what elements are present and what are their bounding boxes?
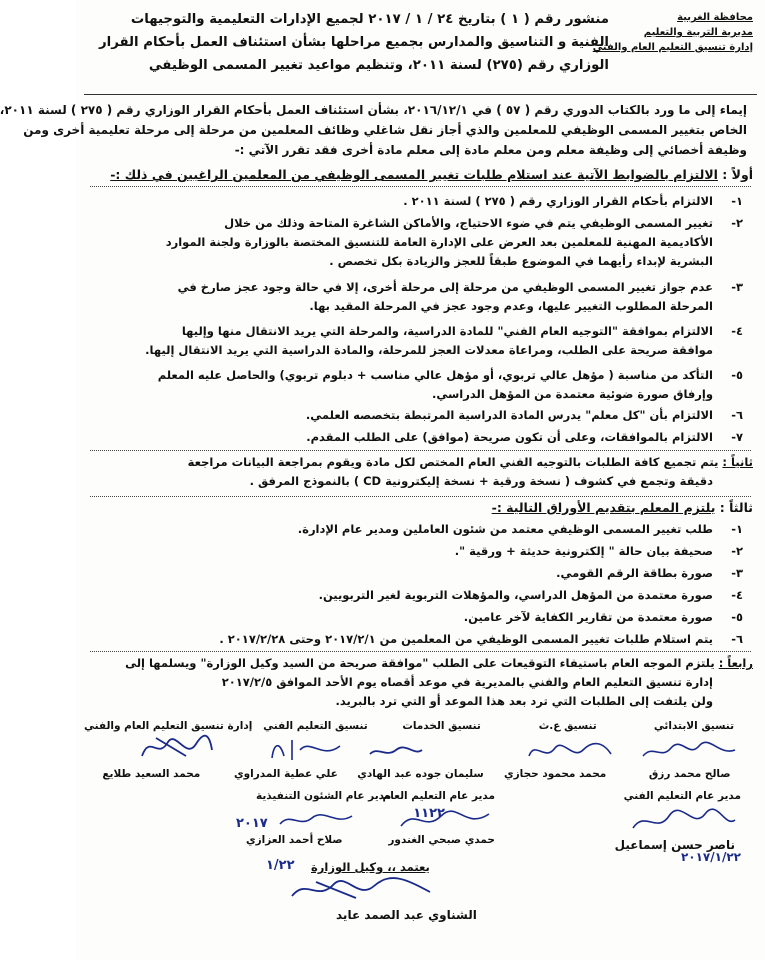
item-number: ٢- (731, 216, 743, 230)
section-divider (90, 651, 751, 652)
item-text: وإرفاق صورة ضوئية معتمدة من المؤهل الدراسي. (431, 387, 713, 401)
section-1-item (90, 192, 743, 211)
section-2-text: دقيقة وتجمع في كشوف ( نسخة ورقية + نسخة إليكترونية CD ) بالنموذج المرفق . (249, 474, 713, 488)
governorate-line: محافظة الغربية (677, 12, 753, 23)
header-divider (84, 94, 757, 95)
director-date-note: ٢٠١٧/١/٢٢ (680, 850, 741, 864)
section-1-title (90, 166, 753, 184)
item-text: الالتزام بموافقة "التوجيه العام الفني" للمادة الدراسية، والمرحلة التي يريد الانتقال منها وإليها (181, 324, 713, 338)
director-title: مدير عام الشئون التنفيذية (256, 790, 392, 802)
section-2-text: يتم تجميع كافة الطلبات بالتوجيه الفني العام المختص لكل مادة ويقوم بمراجعة البيانات مراجعة (187, 455, 719, 469)
item-number: ٤- (731, 588, 743, 602)
section-4-text: ولن يلتفت إلى الطلبات التي ترد بعد هذا الموعد أو التي ترد بالبريد. (335, 694, 713, 708)
item-text: يتم استلام طلبات تغيير المسمى الوظيفي من المعلمين من ٢٠١٧/٢/١ وحتى ٢٠١٧/٢/٢٨ . (219, 632, 713, 646)
item-number: ١- (731, 194, 743, 208)
section-1-item (90, 428, 743, 447)
circular-title-line: الوزاري رقم (٢٧٥) لسنة ٢٠١١، وتنظيم مواعيد تغيير المسمى الوظيفي (148, 58, 609, 73)
signature-mark (266, 736, 346, 764)
circular-title-line: منشور رقم ( ١ ) بتاريخ ٢٤ / ١ / ٢٠١٧ لجميع الإدارات التعليمية والتوجيهات (130, 12, 609, 27)
director-name: صلاح أحمد العزازي (246, 834, 343, 846)
section-3-item (90, 542, 743, 561)
signature-mark (276, 808, 356, 832)
section-3-item (90, 564, 743, 583)
approval-name: الشناوي عبد الصمد عايد (336, 908, 477, 922)
signature-title: إدارة تنسيق التعليم العام والفني (83, 720, 253, 732)
section-1-item (90, 322, 743, 360)
section-3-item (90, 608, 743, 627)
section-3-item (90, 630, 743, 649)
document-header (84, 8, 757, 98)
section-4-text: يلتزم الموجه العام باستيفاء التوقيعات على الطلب "موافقة صريحة من السيد وكيل الوزارة" ويسلمها إلى (125, 656, 715, 670)
section-3-label: ثالثاً : (719, 500, 753, 515)
government-header (592, 10, 753, 55)
signature-mark (629, 806, 739, 836)
section-4-text: إدارة تنسيق التعليم العام والفني بالمديرية في موعد أقصاه يوم الأحد الموافق ٢٠١٧/٢/٥ (221, 675, 713, 689)
section-4-label: رابعاً : (718, 656, 753, 670)
item-number: ٥- (731, 368, 743, 382)
section-1-item (90, 214, 743, 271)
item-text: عدم جواز تغيير المسمى الوظيفي من مرحلة إلى مرحلة أخرى، إلا في حالة وجود عجز صارخ في (177, 280, 713, 294)
director-title: مدير عام التعليم الفني (623, 790, 741, 802)
item-text: طلب تغيير المسمى الوظيفي معتمد من شئون العاملين ومدير عام الإدارة. (297, 522, 713, 536)
section-1-item (90, 278, 743, 316)
approval-date: ١/٢٢ (266, 858, 295, 873)
item-number: ١- (731, 522, 743, 536)
item-text: المرحلة المطلوب التغيير عليها، وعدم وجود عجز في المرحلة المقيد بها. (309, 299, 713, 313)
item-text: الالتزام بأحكام القرار الوزاري رقم ( ٢٧٥ ) لسنة ٢٠١١ . (403, 194, 713, 208)
item-text: الأكاديمية المهنية للمعلمين بعد العرض على الإدارة العامة للتنسيق المختصة بالوزارة ولجنة الموارد (165, 235, 713, 249)
section-1-heading: الالتزام بالضوابط الآتية عند استلام طلبات تغيير المسمى الوظيفي من المعلمين الراغبين في ذلك :- (110, 167, 718, 182)
signature-mark (286, 872, 436, 906)
signature-title: تنسيق الابتدائي (653, 720, 735, 732)
intro-line: وظيفة أخصائي إلى وظيفة معلم ومن معلم مادة إلى معلم مادة أخرى فقد تقرر الآتي :- (234, 143, 747, 157)
signature-mark (639, 738, 739, 764)
section-2-label: ثانياً : (722, 455, 753, 469)
item-number: ٦- (731, 408, 743, 422)
section-divider (90, 496, 751, 497)
section-2-paragraph (90, 453, 753, 491)
signatory-name: علي عطية المدراوي (233, 768, 338, 780)
item-text: صورة معتمدة من المؤهل الدراسي، والمؤهلات التربوية لغير التربويين. (318, 588, 713, 602)
item-text: صورة بطاقة الرقم القومي. (556, 566, 713, 580)
director-name: ناصر حسن إسماعيل (614, 838, 735, 852)
section-3-heading: يلتزم المعلم بتقديم الأوراق التالية :- (491, 500, 716, 515)
signature-title: تنسيق التعليم الفني (263, 720, 368, 732)
section-3-item (90, 520, 743, 539)
signature-mark (395, 806, 495, 836)
item-number: ٢- (731, 544, 743, 558)
item-text: صحيفة بيان حالة " إلكترونية حديثة + ورقية ". (454, 544, 713, 558)
circular-title-line: الفنية و التناسيق والمدارس بجميع مراحلها بشأن استئناف العمل بأحكام القرار (98, 35, 609, 50)
signature-mark (525, 736, 615, 764)
director-title: مدير عام التعليم العام (382, 790, 495, 802)
department-line: إدارة تنسيق التعليم العام والفني (592, 42, 753, 53)
item-text: تغيير المسمى الوظيفي يتم في ضوء الاحتياج، والأماكن الشاغرة المتاحة وذلك من خلال (224, 216, 713, 230)
section-divider (90, 450, 751, 451)
signatory-name: محمد محمود حجازي (503, 768, 607, 780)
item-number: ٣- (731, 280, 743, 294)
signatory-name: سليمان جوده عبد الهادي (357, 768, 484, 780)
item-text: الالتزام بالموافقات، وعلى أن تكون صريحة (موافق) على الطلب المقدم. (306, 430, 713, 444)
item-text: موافقة صريحة على الطلب، ومراعاة معدلات العجز للمرحلة، والمادة الدراسية التي يريد الانتقال إليها. (145, 343, 713, 357)
item-number: ٧- (731, 430, 743, 444)
section-1-item (90, 406, 743, 425)
signatory-name: صالح محمد رزق (648, 768, 731, 780)
intro-line: إيماء إلى ما ورد بالكتاب الدوري رقم ( ٥٧ ) في ٢٠١٦/١٢/١، بشأن استئناف العمل بأحكام القرار الوزاري رقم ( ٢٧٥ ) لسنة ٢٠١١، (0, 103, 747, 117)
section-divider (90, 186, 751, 187)
item-text: صورة معتمدة من تقارير الكفاية لآخر عامين. (463, 610, 713, 624)
signature-title: تنسيق ع.ث (538, 720, 597, 732)
signatory-name: محمد السعيد طلايع (102, 768, 201, 780)
section-1-item (90, 366, 743, 404)
approval-label: يعتمد ،، وكيل الوزارة (311, 860, 430, 874)
signature-mark (366, 742, 426, 760)
item-text: البشرية لإبداء رأيهما في الموضوع طبقاً للعجز والزيادة بكل تخصص . (329, 254, 713, 268)
section-3-item (90, 586, 743, 605)
signature-names-row (84, 768, 757, 780)
signature-title: تنسيق الخدمات (402, 720, 481, 732)
item-number: ٦- (731, 632, 743, 646)
director-date-note: ١١٢٢ (413, 806, 445, 821)
directorate-line: مديرية التربية والتعليم (643, 27, 753, 38)
section-3-title (90, 499, 753, 517)
signature-mark (136, 730, 216, 764)
section-4-paragraph (90, 654, 753, 711)
item-text: التأكد من مناسبة ( مؤهل عالي تربوي، أو مؤهل عالي مناسب + دبلوم تربوي) والحاصل عليه المعلم (157, 368, 713, 382)
intro-paragraph (0, 100, 747, 160)
item-number: ٣- (731, 566, 743, 580)
item-text: الالتزام بأن "كل معلم" يدرس المادة الدراسية المرتبطة بتخصصه العلمي. (305, 408, 713, 422)
director-name: حمدي صبحي الغندور (388, 834, 495, 846)
section-1-label: أولاً : (722, 167, 753, 182)
item-number: ٥- (731, 610, 743, 624)
item-number: ٤- (731, 324, 743, 338)
director-date-note: ٢٠١٧ (236, 816, 268, 831)
circular-title (88, 8, 609, 77)
intro-line: الخاص بتغيير المسمى الوظيفي للمعلمين والذي أجاز نقل شاغلي وظائف المعلمين من مرحلة إلى مرحلة تعليمية أخرى ومن (23, 123, 747, 137)
